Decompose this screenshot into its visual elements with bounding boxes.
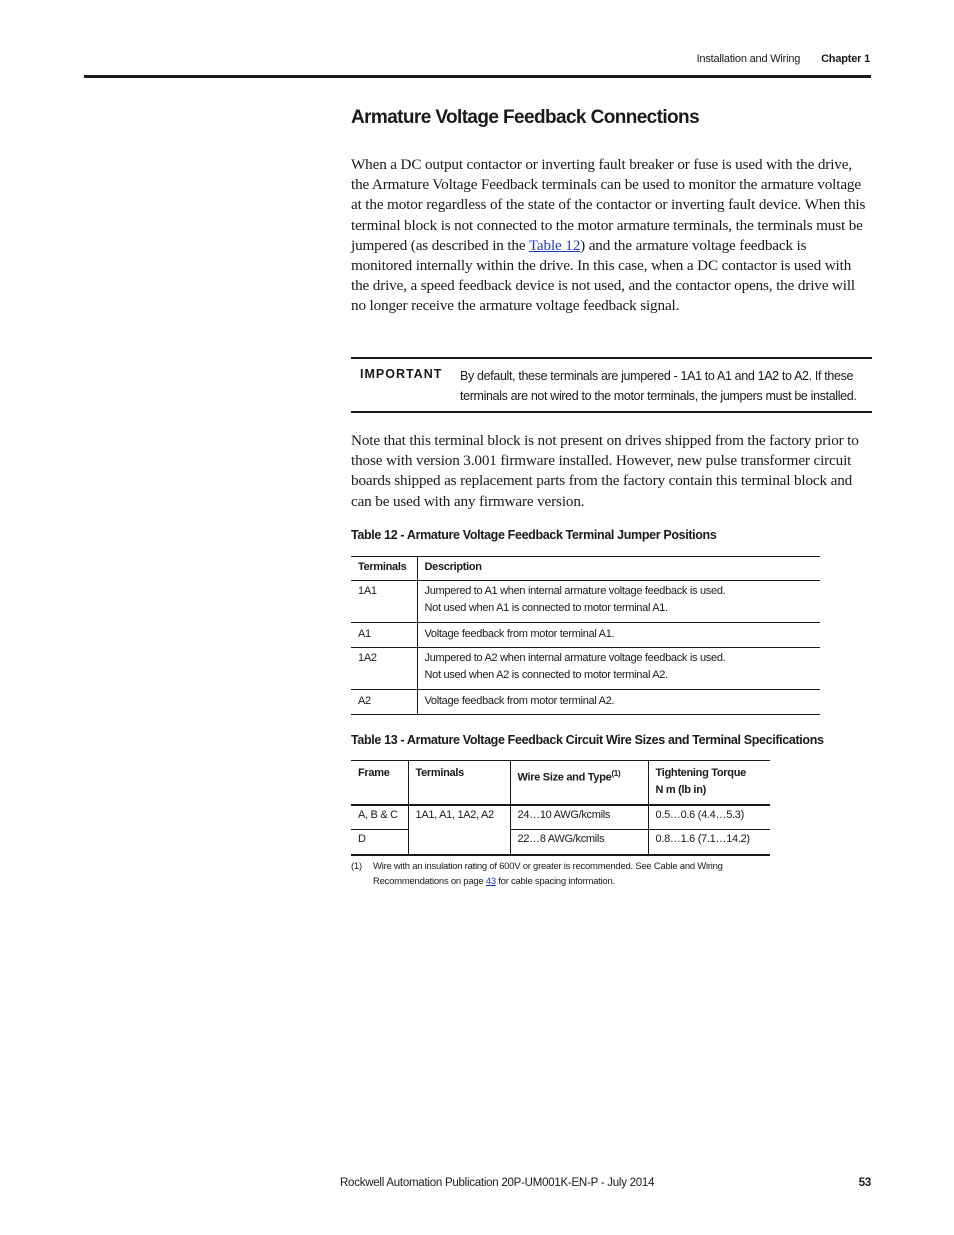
footnote-text-a: Wire with an insulation rating of 600V or greater is recommended. See Cable and Wiring Recommendations on page — [373, 861, 723, 887]
footnote-ref: (1) — [611, 769, 621, 778]
footnote-number: (1) — [351, 861, 362, 872]
torque-cell: 0.5…0.6 (4.4…5.3) — [655, 808, 744, 821]
column-header-frame: Frame — [351, 761, 408, 805]
important-text: By default, these terminals are jumpered - 1A1 to A1 and 1A2 to A2. If these terminals are not wired to the motor terminals, the jumpers must be installed. — [460, 369, 857, 403]
description-line: Not used when A2 is connected to motor terminal A2. — [424, 669, 668, 681]
table-12 — [351, 556, 820, 715]
terminal-cell: 1A2 — [351, 648, 417, 690]
table-12-link[interactable]: Table 12 — [528, 236, 581, 254]
table-row — [351, 805, 770, 830]
description-cell — [417, 581, 820, 623]
page-number: 53 — [858, 1177, 871, 1189]
terminal-cell: 1A1 — [351, 581, 417, 623]
paragraph-1 — [351, 155, 871, 317]
running-header — [697, 53, 870, 65]
table-row — [351, 690, 820, 715]
table-header-row — [351, 557, 820, 581]
terminal-cell: A1 — [351, 623, 417, 648]
wire-size-cell: 24…10 AWG/kcmils — [510, 805, 648, 830]
table-13 — [351, 760, 770, 856]
table-row — [351, 581, 820, 623]
important-note — [351, 357, 872, 413]
paragraph-1-text-a: When a DC output contactor or inverting fault breaker or fuse is used with the drive, the Armature Voltage Feedback terminals can be used to monitor the armature voltage at the motor regardless of the state of the contactor or inverting fault device. When this terminal block is not connected to the motor armature terminals, the terminals must be jumpered (as described in the — [351, 156, 866, 254]
column-header-torque — [648, 761, 770, 805]
column-header-wire-size — [510, 761, 648, 805]
description-cell: Voltage feedback from motor terminal A2. — [417, 690, 820, 715]
torque-label-line1: Tightening Torque — [655, 767, 746, 779]
paragraph-1-text-b: ) and the armature voltage feedback is monitored internally within the drive. In this case, when a DC contactor is used with the drive, a speed feedback device is not used, and the contactor opens, the drive will no longer receive the armature voltage feedback signal. — [351, 236, 855, 315]
footnote-text-b: for cable spacing information. — [495, 876, 615, 887]
table-12-caption: Table 12 - Armature Voltage Feedback Terminal Jumper Positions — [351, 528, 717, 542]
description-line: Jumpered to A1 when internal armature voltage feedback is used. — [424, 585, 726, 597]
important-label: IMPORTANT — [360, 367, 443, 381]
column-header-terminals: Terminals — [408, 761, 510, 805]
wire-size-cell: 22…8 AWG/kcmils — [510, 830, 648, 855]
page-43-link[interactable]: 43 — [485, 876, 496, 887]
publication-info: Rockwell Automation Publication 20P-UM001K-EN-P - July 2014 — [340, 1177, 655, 1189]
description-cell — [417, 648, 820, 690]
column-header-description: Description — [417, 557, 820, 581]
table-row — [351, 623, 820, 648]
terminals-cell: 1A1, A1, 1A2, A2 — [408, 805, 510, 855]
footnote — [351, 859, 731, 889]
terminal-cell: A2 — [351, 690, 417, 715]
frame-cell: D — [351, 830, 408, 855]
table-row — [351, 648, 820, 690]
column-header-terminals: Terminals — [351, 557, 417, 581]
torque-label-line2: N m (lb in) — [655, 784, 706, 796]
table-header-row — [351, 761, 770, 805]
wire-size-label: Wire Size and Type — [517, 771, 612, 784]
description-line: Not used when A1 is connected to motor terminal A1. — [424, 602, 668, 614]
footnote-text — [373, 859, 731, 889]
header-section: Installation and Wiring — [696, 53, 801, 65]
header-chapter: Chapter 1 — [821, 53, 870, 65]
frame-cell: A, B & C — [351, 805, 408, 830]
section-title: Armature Voltage Feedback Connections — [351, 107, 700, 128]
description-cell: Voltage feedback from motor terminal A1. — [417, 623, 820, 648]
torque-cell: 0.8…1.6 (7.1…14.2) — [648, 830, 770, 855]
description-line: Jumpered to A2 when internal armature voltage feedback is used. — [424, 652, 726, 664]
table-13-caption: Table 13 - Armature Voltage Feedback Circuit Wire Sizes and Terminal Specifications — [351, 733, 824, 747]
paragraph-2: Note that this terminal block is not present on drives shipped from the factory prior to those with version 3.001 firmware installed. However, new pulse transformer circuit boards shipped as replacement parts from the factory contain this terminal block and can be used with any firmware version. — [351, 432, 859, 510]
header-rule — [84, 75, 871, 78]
